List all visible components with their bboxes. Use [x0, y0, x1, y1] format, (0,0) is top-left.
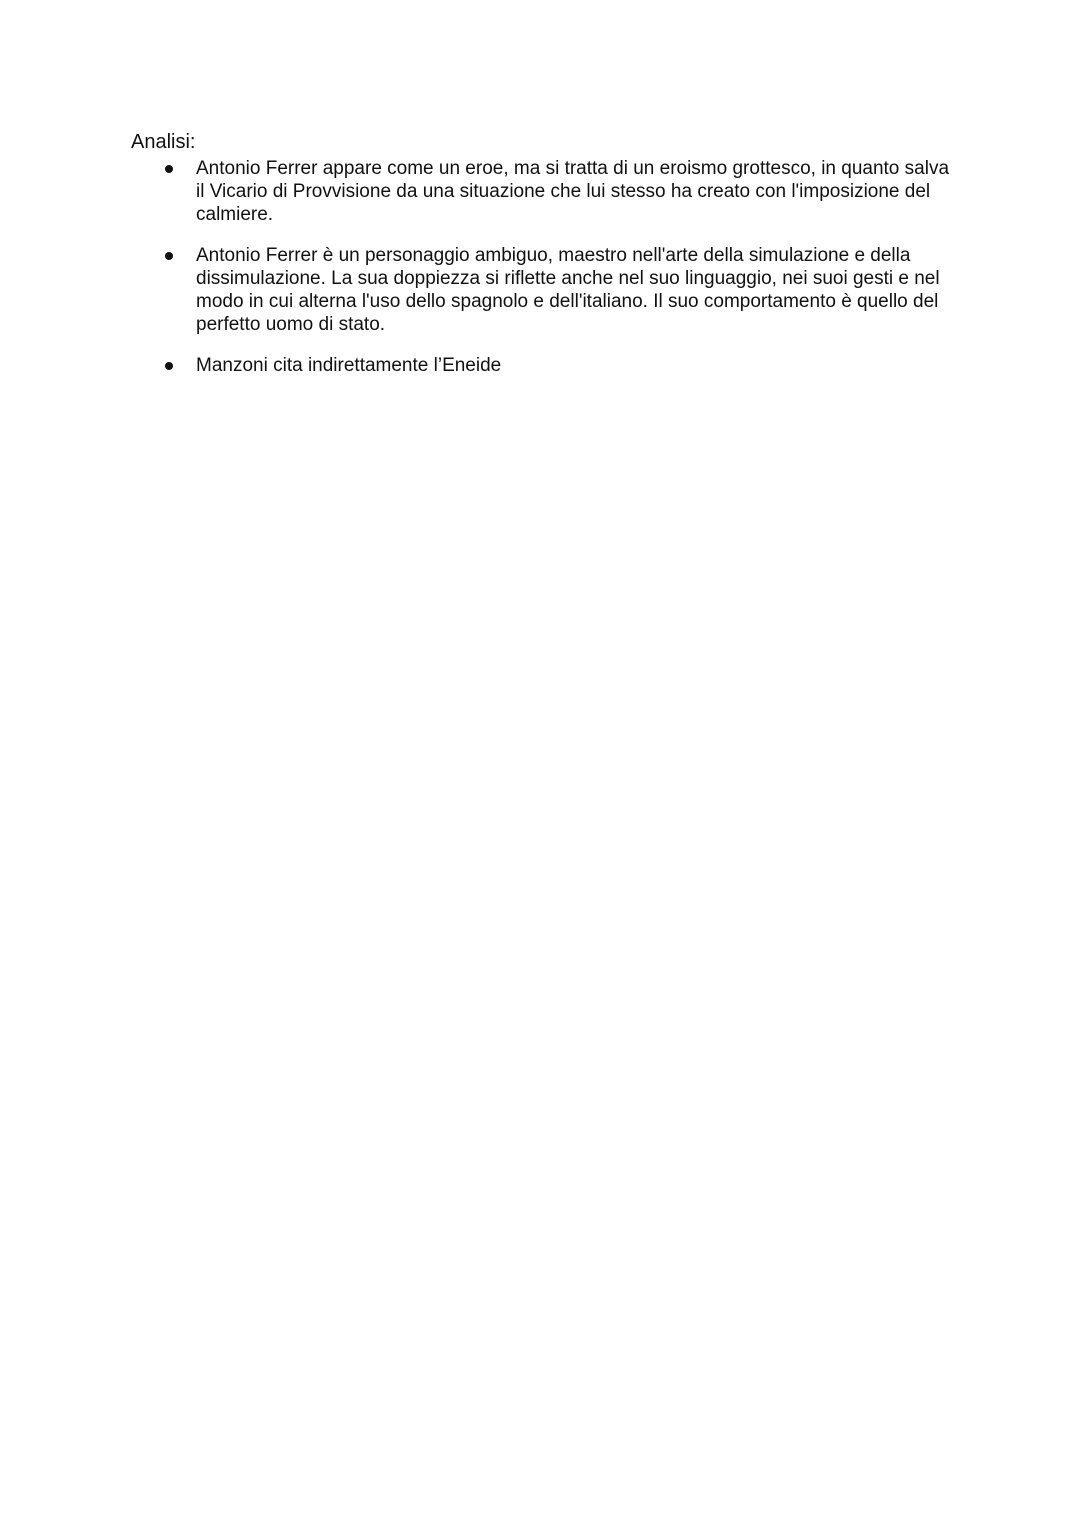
- bullet-icon: [165, 362, 173, 370]
- bullet-list: [0, 157, 1080, 395]
- section-heading: Analisi:: [131, 131, 196, 153]
- list-item-text: Antonio Ferrer è un personaggio ambiguo, maestro nell'arte della simulazione e della dissimulazione. La sua doppiezza si riflette anche nel suo linguaggio, nei suoi gesti e nel modo in cui alterna l'uso dello spagnolo e dell'italiano. Il suo comportamento è quello del perfetto uomo di stato.: [196, 245, 940, 335]
- bullet-icon: [165, 252, 173, 260]
- list-item: [0, 354, 1080, 377]
- bullet-icon: [165, 165, 173, 173]
- list-item-text: Antonio Ferrer appare come un eroe, ma si tratta di un eroismo grottesco, in quanto salva il Vicario di Provvisione da una situazione che lui stesso ha creato con l'imposizione del calmiere.: [196, 158, 950, 225]
- list-item: [0, 157, 1080, 226]
- list-item-text: Manzoni cita indirettamente l’Eneide: [196, 355, 502, 376]
- list-item: [0, 244, 1080, 336]
